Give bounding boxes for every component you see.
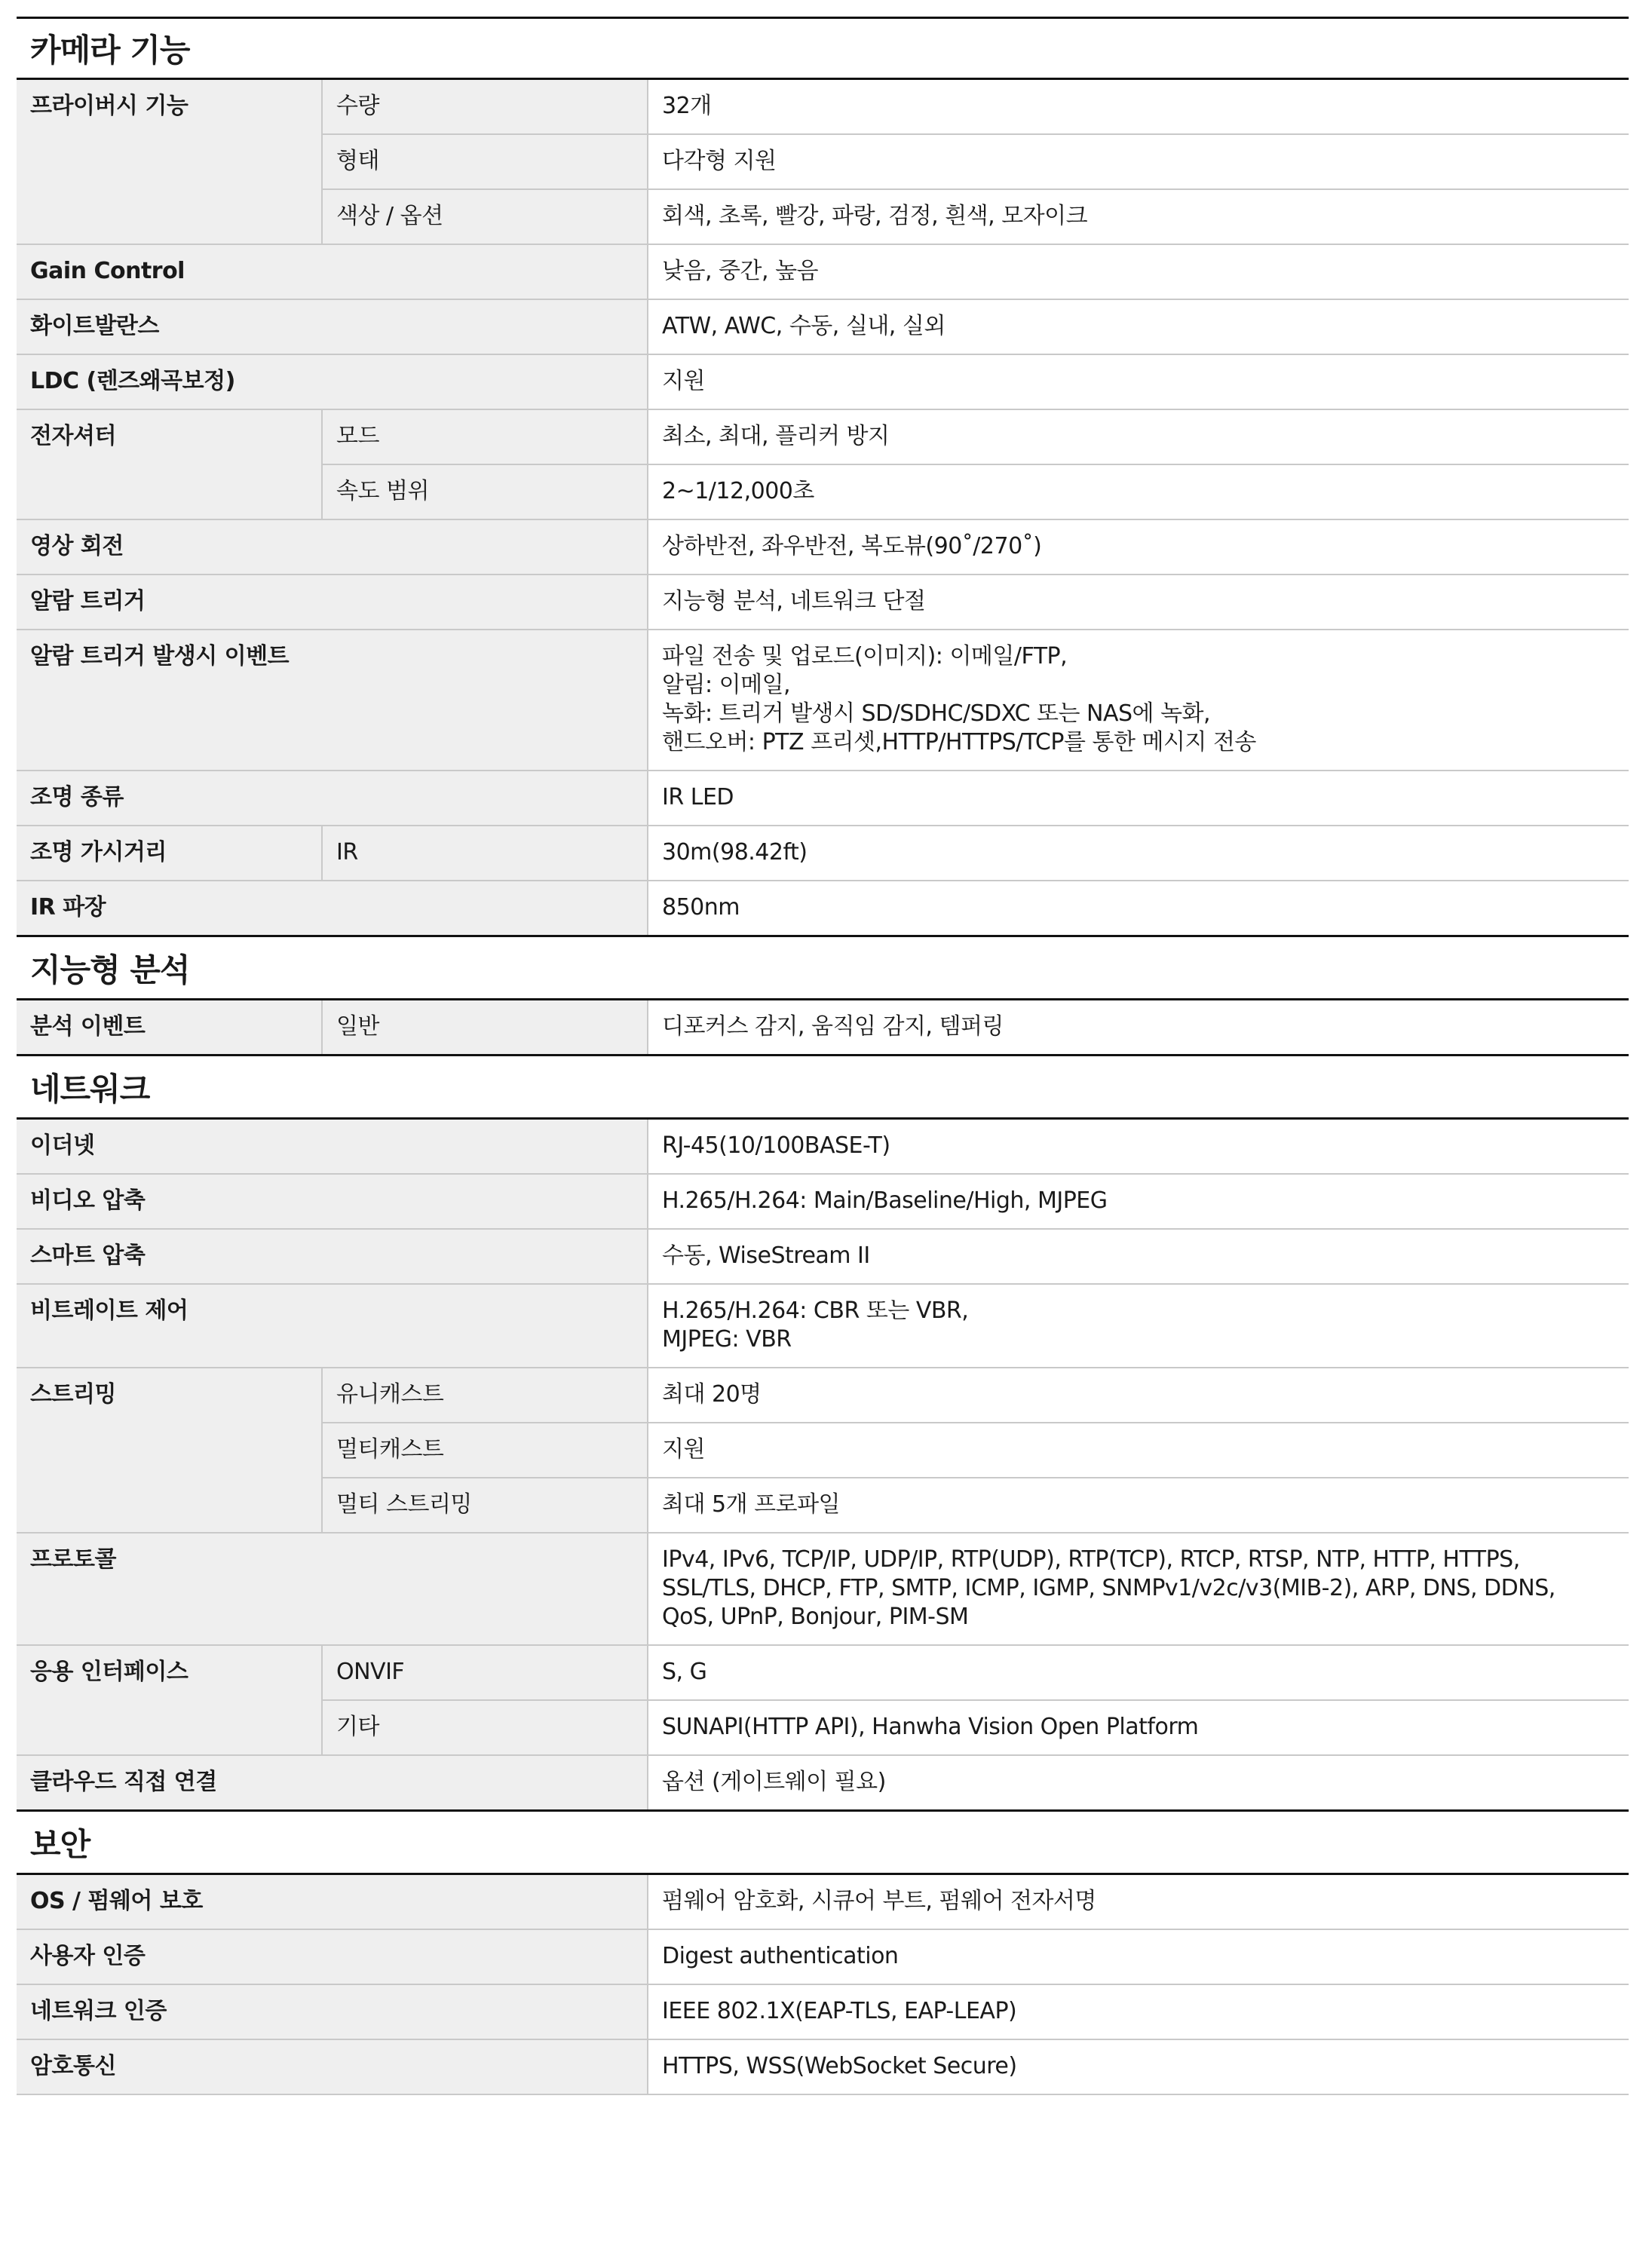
camera-features-table — [17, 80, 1629, 937]
row-value: 옵션 (게이트웨이 필요) — [648, 1755, 1629, 1811]
table-row — [17, 244, 1629, 299]
row-label: 영상 회전 — [17, 519, 648, 574]
table-row — [17, 1875, 1629, 1929]
row-label: 비트레이트 제어 — [17, 1284, 648, 1368]
row-value — [648, 1533, 1629, 1645]
row-value: S, G — [648, 1645, 1629, 1700]
row-value: 다각형 지원 — [648, 134, 1629, 189]
row-sublabel: 유니캐스트 — [322, 1368, 648, 1423]
row-value: SUNAPI(HTTP API), Hanwha Vision Open Platform — [648, 1700, 1629, 1755]
row-value: H.265/H.264: Main/Baseline/High, MJPEG — [648, 1174, 1629, 1229]
row-sublabel: 수량 — [322, 80, 648, 134]
row-label: 프로토콜 — [17, 1533, 648, 1645]
value-line: 파일 전송 및 업로드(이미지): 이메일/FTP, — [662, 643, 1068, 669]
row-value — [648, 1284, 1629, 1368]
table-row — [17, 1984, 1629, 2039]
row-value: 최대 20명 — [648, 1368, 1629, 1423]
table-row — [17, 1229, 1629, 1284]
row-label: 이더넷 — [17, 1120, 648, 1174]
analytics-table — [17, 1000, 1629, 1056]
row-value — [648, 630, 1629, 771]
table-row — [17, 1368, 1629, 1423]
row-value: 지능형 분석, 네트워크 단절 — [648, 574, 1629, 630]
row-value: 지원 — [648, 354, 1629, 409]
table-row — [17, 771, 1629, 826]
row-sublabel: 일반 — [322, 1000, 648, 1056]
row-label: 비디오 압축 — [17, 1174, 648, 1229]
row-value: 디포커스 감지, 움직임 감지, 템퍼링 — [648, 1000, 1629, 1056]
row-label: 조명 가시거리 — [17, 826, 322, 881]
row-value: IEEE 802.1X(EAP-TLS, EAP-LEAP) — [648, 1984, 1629, 2039]
row-value: 펌웨어 암호화, 시큐어 부트, 펌웨어 전자서명 — [648, 1875, 1629, 1929]
row-label: 응용 인터페이스 — [17, 1645, 322, 1755]
row-value: 850nm — [648, 881, 1629, 936]
row-value: ATW, AWC, 수동, 실내, 실외 — [648, 299, 1629, 354]
row-sublabel: 형태 — [322, 134, 648, 189]
value-line: 녹화: 트리거 발생시 SD/SDHC/SDXC 또는 NAS에 녹화, — [662, 700, 1211, 727]
row-label: 암호통신 — [17, 2039, 648, 2094]
row-label: 네트워크 인증 — [17, 1984, 648, 2039]
table-row — [17, 881, 1629, 936]
row-sublabel: ONVIF — [322, 1645, 648, 1700]
row-label: 화이트발란스 — [17, 299, 648, 354]
row-label: 알람 트리거 발생시 이벤트 — [17, 630, 648, 771]
row-label: 전자셔터 — [17, 409, 322, 519]
spec-sheet — [17, 17, 1629, 2095]
value-line: 알림: 이메일, — [662, 672, 791, 698]
row-label: 스트리밍 — [17, 1368, 322, 1533]
table-row — [17, 1284, 1629, 1368]
row-label: IR 파장 — [17, 881, 648, 936]
table-row — [17, 1929, 1629, 1984]
row-label: 스마트 압축 — [17, 1229, 648, 1284]
row-sublabel: 멀티캐스트 — [322, 1423, 648, 1478]
table-row — [17, 1645, 1629, 1700]
row-label: 알람 트리거 — [17, 574, 648, 630]
table-row — [17, 1000, 1629, 1056]
value-line: QoS, UPnP, Bonjour, PIM-SM — [662, 1604, 969, 1630]
value-line: IPv4, IPv6, TCP/IP, UDP/IP, RTP(UDP), RTP(TCP), RTCP, RTSP, NTP, HTTP, HTTPS, — [662, 1546, 1520, 1573]
row-value: 32개 — [648, 80, 1629, 134]
table-row — [17, 826, 1629, 881]
row-sublabel: 속도 범위 — [322, 464, 648, 519]
table-row — [17, 1120, 1629, 1174]
table-row — [17, 1174, 1629, 1229]
row-value: 최소, 최대, 플리커 방지 — [648, 409, 1629, 464]
row-sublabel: 기타 — [322, 1700, 648, 1755]
row-value: Digest authentication — [648, 1929, 1629, 1984]
row-label: OS / 펌웨어 보호 — [17, 1875, 648, 1929]
table-row — [17, 409, 1629, 464]
row-label: 클라우드 직접 연결 — [17, 1755, 648, 1811]
row-value: 지원 — [648, 1423, 1629, 1478]
row-value: 상하반전, 좌우반전, 복도뷰(90˚/270˚) — [648, 519, 1629, 574]
security-table — [17, 1875, 1629, 2095]
table-row — [17, 80, 1629, 134]
row-sublabel: 멀티 스트리밍 — [322, 1478, 648, 1533]
row-value: HTTPS, WSS(WebSocket Secure) — [648, 2039, 1629, 2094]
row-label: Gain Control — [17, 244, 648, 299]
section-title-network: 네트워크 — [17, 1056, 1629, 1120]
row-label: 분석 이벤트 — [17, 1000, 322, 1056]
table-row — [17, 1755, 1629, 1811]
row-value: 낮음, 중간, 높음 — [648, 244, 1629, 299]
row-value: 2~1/12,000초 — [648, 464, 1629, 519]
value-line: 핸드오버: PTZ 프리셋,HTTP/HTTPS/TCP를 통한 메시지 전송 — [662, 729, 1256, 755]
table-row — [17, 519, 1629, 574]
table-row — [17, 2039, 1629, 2094]
row-sublabel: 모드 — [322, 409, 648, 464]
table-row — [17, 354, 1629, 409]
value-line: MJPEG: VBR — [662, 1326, 792, 1353]
section-title-security: 보안 — [17, 1812, 1629, 1875]
table-row — [17, 574, 1629, 630]
row-sublabel: IR — [322, 826, 648, 881]
row-label: 사용자 인증 — [17, 1929, 648, 1984]
table-row — [17, 1533, 1629, 1645]
table-row — [17, 630, 1629, 771]
row-label: 조명 종류 — [17, 771, 648, 826]
section-title-camera-features: 카메라 기능 — [17, 17, 1629, 80]
network-table — [17, 1120, 1629, 1812]
row-value: RJ-45(10/100BASE-T) — [648, 1120, 1629, 1174]
row-value: 30m(98.42ft) — [648, 826, 1629, 881]
row-label: 프라이버시 기능 — [17, 80, 322, 244]
section-title-intelligent-analytics: 지능형 분석 — [17, 937, 1629, 1000]
table-row — [17, 299, 1629, 354]
row-value: 회색, 초록, 빨강, 파랑, 검정, 흰색, 모자이크 — [648, 189, 1629, 244]
value-line: H.265/H.264: CBR 또는 VBR, — [662, 1298, 969, 1324]
value-line: SSL/TLS, DHCP, FTP, SMTP, ICMP, IGMP, SNMPv1/v2c/v3(MIB-2), ARP, DNS, DDNS, — [662, 1575, 1555, 1601]
row-label: LDC (렌즈왜곡보정) — [17, 354, 648, 409]
row-value: 최대 5개 프로파일 — [648, 1478, 1629, 1533]
row-sublabel: 색상 / 옵션 — [322, 189, 648, 244]
row-value: IR LED — [648, 771, 1629, 826]
row-value: 수동, WiseStream II — [648, 1229, 1629, 1284]
